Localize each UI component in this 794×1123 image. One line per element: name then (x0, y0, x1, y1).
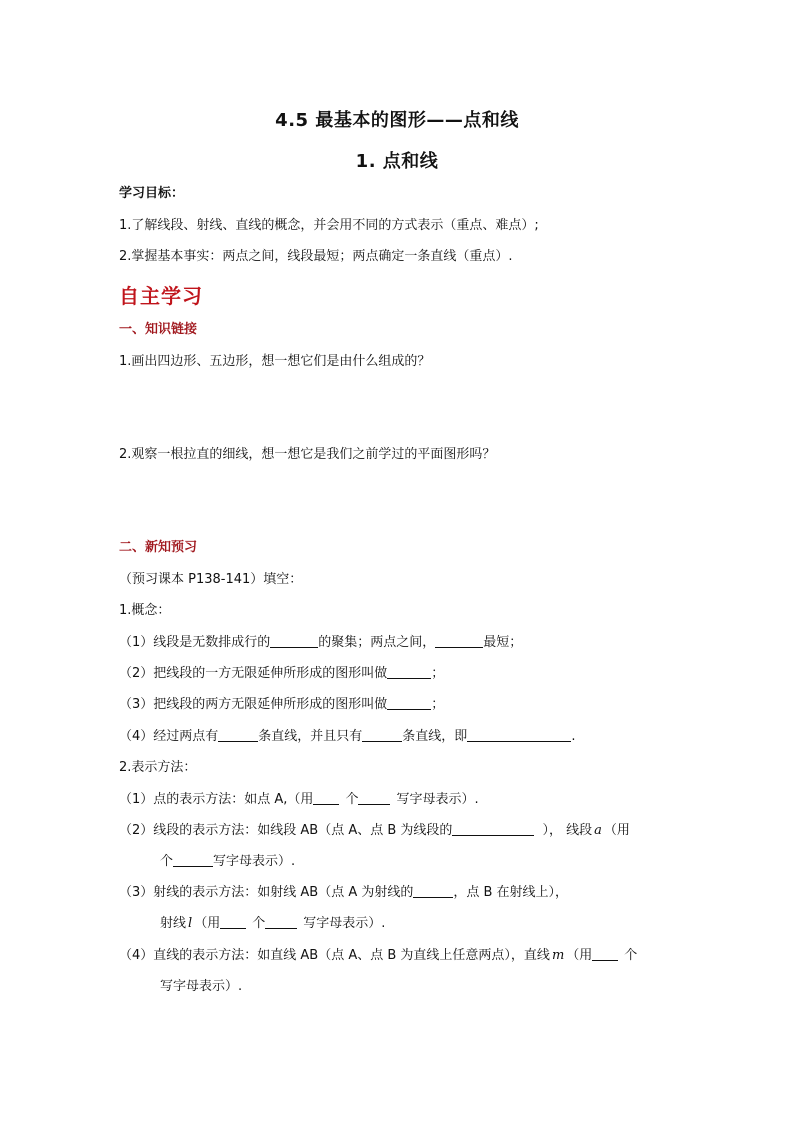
preview-heading: 二、新知预习 (119, 540, 198, 555)
objective-item-2: 2.掌握基本事实：两点之间，线段最短；两点确定一条直线（重点）. (119, 249, 513, 264)
page-subtitle: 1. 点和线 (355, 151, 439, 172)
answer-blank[interactable] (173, 852, 213, 867)
concept-3-text-a: （3）把线段的两方无限延伸所形成的图形叫做 (119, 697, 388, 712)
answer-blank[interactable] (362, 727, 402, 742)
answer-blank[interactable] (220, 914, 246, 929)
concept-3-text-b: ； (431, 697, 445, 712)
question-2: 2.观察一根拉直的细线，想一想它是我们之前学过的平面图形吗？ (119, 447, 496, 462)
concept-1-text-a: （1）线段是无数排成行的 (119, 635, 271, 650)
repr-1-text-c: 写字母表示）. (396, 792, 479, 807)
repr-1-text-a: （1）点的表示方法：如点 A,（用 (119, 792, 314, 807)
repr-3-text-d: （用 (194, 916, 221, 931)
preview-intro: （预习课本 P138-141）填空： (119, 572, 303, 587)
ray-variable: l (188, 916, 193, 931)
representation-2 (119, 821, 630, 841)
repr-4-text-b: （用 (566, 948, 593, 963)
answer-blank[interactable] (387, 695, 431, 710)
answer-blank[interactable] (413, 883, 453, 898)
representation-4-cont: 写字母表示）. (160, 979, 243, 994)
repr-3-text-f: 写字母表示）. (303, 916, 386, 931)
answer-blank[interactable] (270, 633, 318, 648)
answer-blank[interactable] (467, 727, 571, 742)
line-variable: m (551, 948, 565, 963)
answer-blank[interactable] (313, 790, 339, 805)
representation-label: 2.表示方法： (119, 760, 197, 775)
repr-4-text-a: （4）直线的表示方法：如直线 AB（点 A、点 B 为直线上任意两点），直线 (119, 948, 550, 963)
concept-1-text-c: 最短； (483, 635, 523, 650)
repr-4-text-c: 个 (624, 948, 638, 963)
repr-2-text-b: ）， 线段 (542, 823, 593, 838)
page-title: 4.5 最基本的图形——点和线 (275, 110, 519, 131)
concept-4-text-c: 条直线，即 (402, 729, 468, 744)
answer-blank[interactable] (265, 914, 297, 929)
knowledge-link-heading: 一、知识链接 (119, 322, 198, 337)
self-study-heading: 自主学习 (119, 284, 203, 308)
objectives-label: 学习目标： (119, 186, 185, 201)
repr-3-text-e: 个 (252, 916, 266, 931)
concepts-label: 1.概念： (119, 603, 171, 618)
concept-2-text-a: （2）把线段的一方无限延伸所形成的图形叫做 (119, 666, 388, 681)
repr-3-text-a: （3）射线的表示方法：如射线 AB（点 A 为射线的 (119, 885, 414, 900)
question-1: 1.画出四边形、五边形，想一想它们是由什么组成的？ (119, 354, 431, 369)
answer-blank[interactable] (358, 790, 390, 805)
concept-4-text-d: . (571, 729, 576, 744)
repr-1-text-b: 个 (345, 792, 359, 807)
concept-4 (119, 727, 575, 747)
repr-2-text-c: （用 (603, 823, 630, 838)
answer-blank[interactable] (452, 821, 534, 836)
answer-blank[interactable] (435, 633, 483, 648)
concept-1 (119, 633, 522, 653)
objective-item-1: 1.了解线段、射线、直线的概念，并会用不同的方式表示（重点、难点）; (119, 218, 539, 233)
concept-4-text-b: 条直线，并且只有 (258, 729, 363, 744)
repr-2-text-e: 写字母表示）. (213, 854, 296, 869)
concept-2 (119, 664, 444, 684)
segment-variable: a (594, 823, 602, 838)
representation-4 (119, 946, 637, 966)
representation-3-cont (160, 914, 385, 934)
repr-2-text-d: 个 (160, 854, 174, 869)
representation-3 (119, 883, 568, 903)
answer-blank[interactable] (218, 727, 258, 742)
repr-3-text-c: 射线 (160, 916, 187, 931)
repr-3-text-b: ，点 B 在射线上）， (453, 885, 569, 900)
concept-1-text-b: 的聚集；两点之间， (318, 635, 436, 650)
concept-4-text-a: （4）经过两点有 (119, 729, 219, 744)
answer-blank[interactable] (387, 664, 431, 679)
representation-2-cont (160, 852, 295, 872)
answer-blank[interactable] (592, 946, 618, 961)
concept-2-text-b: ； (431, 666, 445, 681)
representation-1 (119, 790, 479, 810)
concept-3 (119, 695, 444, 715)
repr-2-text-a: （2）线段的表示方法：如线段 AB（点 A、点 B 为线段的 (119, 823, 453, 838)
